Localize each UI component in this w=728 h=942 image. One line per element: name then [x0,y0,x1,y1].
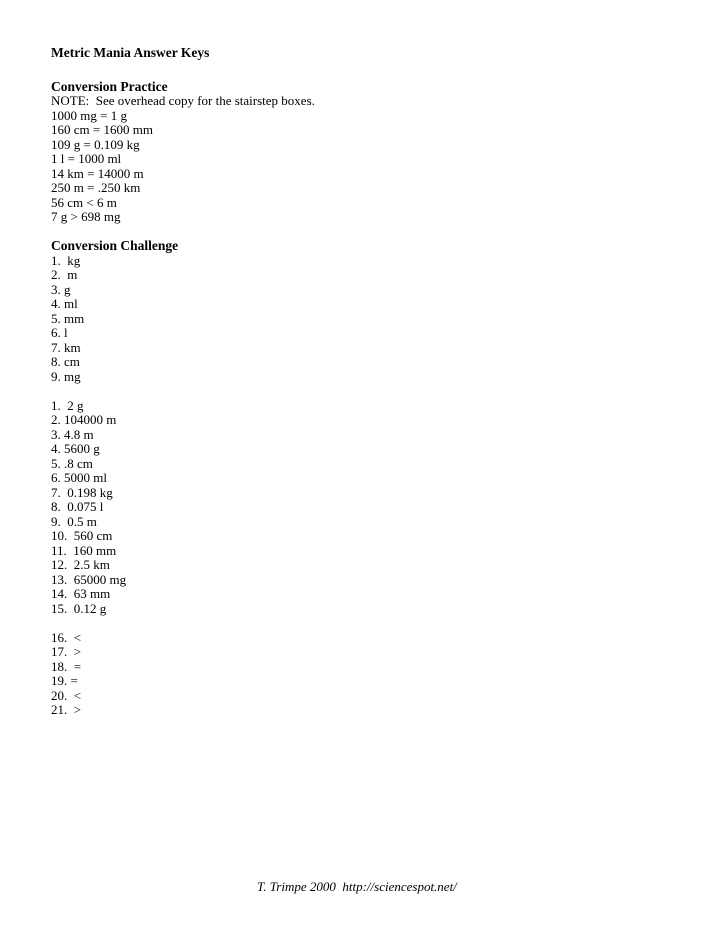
unit-answer-line: 4. ml [51,296,78,311]
practice-line: NOTE: See overhead copy for the stairstep boxes. [51,93,315,108]
unit-answer-line: 3. g [51,281,71,297]
conversion-answer-line: 14. 63 mm [51,586,111,601]
practice-line: 160 cm = 1600 mm [51,122,153,137]
comparison-answer-line: 18. = [51,658,82,674]
footer-credit: T. Trimpe 2000 http://sciencespot.net/ [257,879,457,894]
challenge-comparisons-list [51,631,691,718]
conversion-answer-line: 13. 65000 mg [51,571,127,587]
practice-line: 250 m = .250 km [51,180,141,195]
practice-line: 109 g = 0.109 kg [51,136,140,152]
comparison-answer-line: 20. < [51,687,82,703]
conversion-answer-line: 8. 0.075 l [51,499,104,514]
conversion-answer-line: 2. 104000 m [51,412,117,427]
unit-answer-line: 9. mg [51,368,81,384]
answer-key-page [51,46,691,718]
conversion-answer-line: 4. 5600 g [51,441,100,456]
conversion-answer-line: 12. 2.5 km [51,557,110,572]
challenge-answers-list [51,399,691,617]
comparison-answer-line: 21. > [51,702,82,717]
conversion-practice-section [51,80,691,225]
conversion-answer-line: 6. 5000 ml [51,470,107,485]
unit-answer-line: 8. cm [51,354,80,369]
unit-answer-line: 1. kg [51,252,81,268]
practice-line: 1 l = 1000 ml [51,151,122,166]
comparison-answer-line: 19. = [51,673,78,688]
conversion-answer-line: 7. 0.198 kg [51,484,113,500]
conversion-practice-list [51,94,691,225]
unit-answer-line: 5. mm [51,310,85,326]
practice-line: 56 cm < 6 m [51,194,117,210]
document-title: Metric Mania Answer Keys [51,45,210,60]
practice-line: 7 g > 698 mg [51,209,121,224]
practice-line: 1000 mg = 1 g [51,107,127,123]
comparison-answer-line: 17. > [51,644,82,659]
unit-answer-line: 2. m [51,267,78,282]
conversion-challenge-heading: Conversion Challenge [51,238,179,253]
comparison-answer-line: 16. < [51,629,82,645]
unit-answer-line: 7. km [51,339,81,355]
conversion-answer-line: 3. 4.8 m [51,426,94,442]
conversion-answer-line: 11. 160 mm [51,542,117,558]
conversion-practice-heading: Conversion Practice [51,78,168,94]
challenge-units-list [51,254,691,385]
conversion-answer-line: 9. 0.5 m [51,513,97,529]
practice-line: 14 km = 14000 m [51,165,144,181]
conversion-answer-line: 5. .8 cm [51,455,93,471]
conversion-challenge-section [51,239,691,718]
conversion-answer-line: 15. 0.12 g [51,600,107,616]
unit-answer-line: 6. l [51,325,68,340]
conversion-answer-line: 1. 2 g [51,397,84,413]
conversion-answer-line: 10. 560 cm [51,528,113,543]
